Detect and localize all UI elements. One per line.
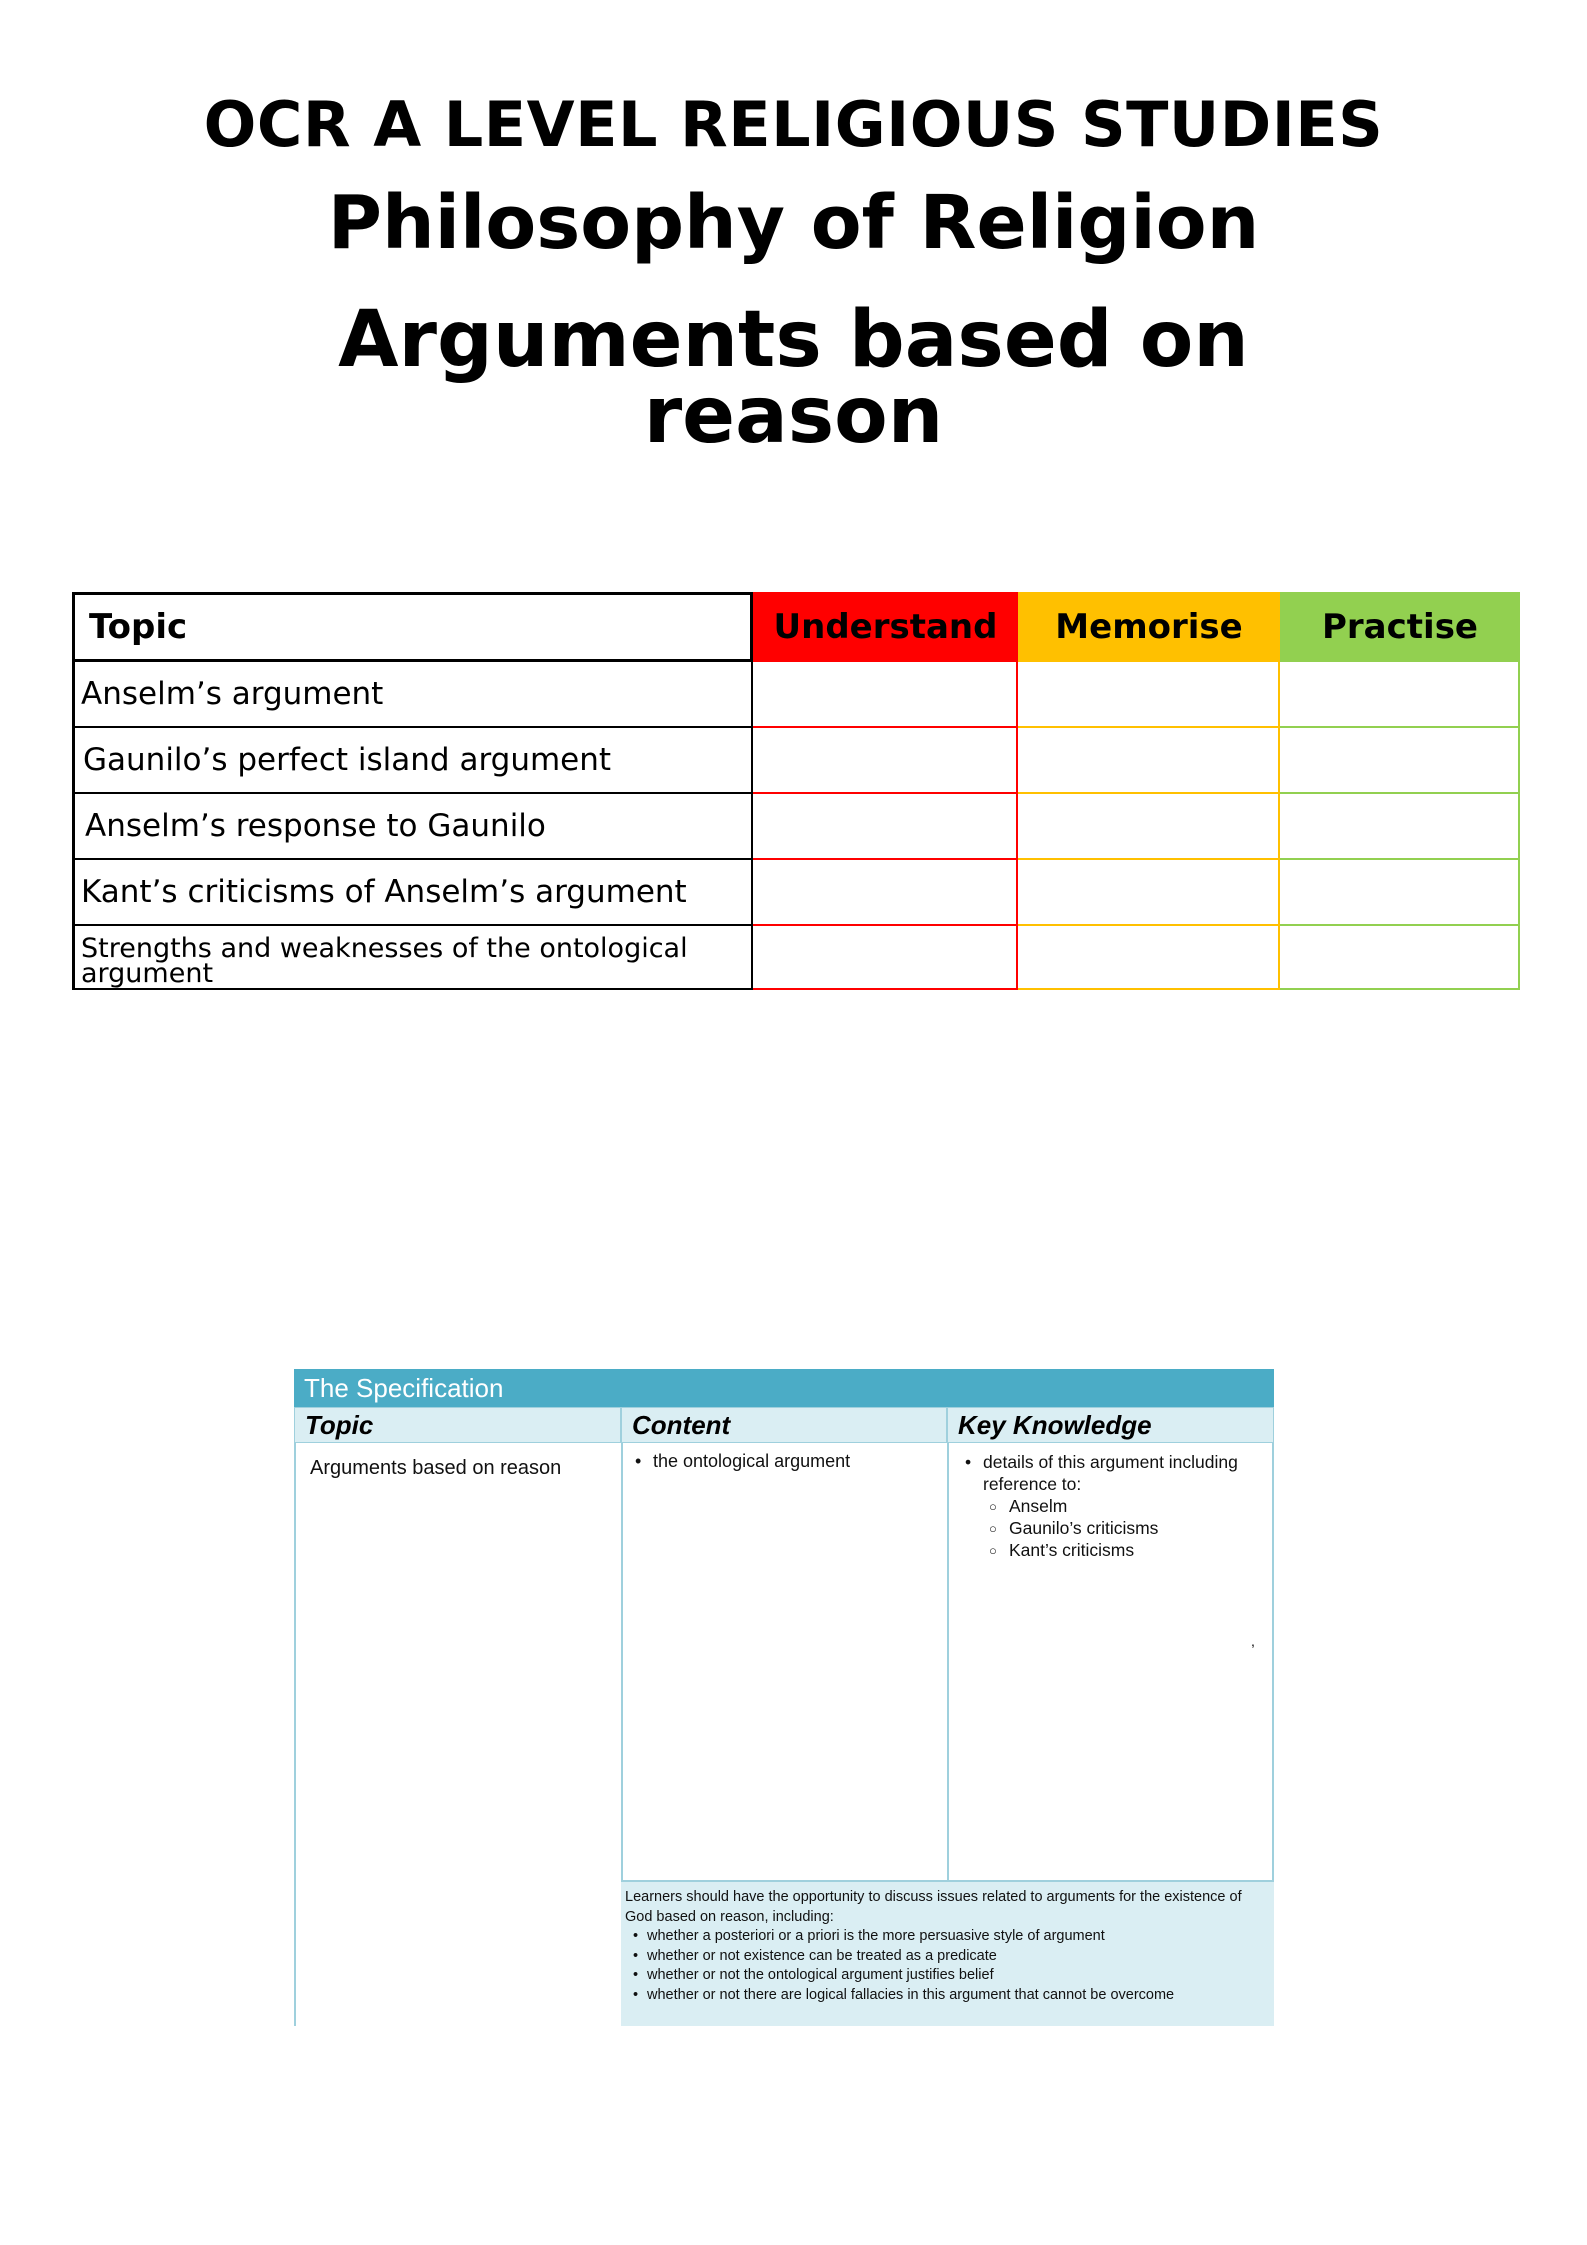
spec-topic-column bbox=[294, 1443, 621, 2026]
topic-title bbox=[0, 295, 1587, 461]
rag-header-topic: Topic bbox=[72, 592, 753, 662]
list-item: • whether or not existence can be treated as a predicate bbox=[625, 1947, 1270, 1967]
rag-cell-practise[interactable] bbox=[1280, 662, 1520, 728]
rag-row-topic: Gaunilo’s perfect island argument bbox=[72, 728, 753, 794]
learners-list bbox=[625, 1927, 1270, 2005]
topic-title-line1: Arguments based on bbox=[338, 295, 1249, 385]
spec-key-knowledge-column bbox=[947, 1443, 1274, 1880]
rag-cell-practise[interactable] bbox=[1280, 794, 1520, 860]
spec-content-list bbox=[623, 1443, 947, 1472]
spec-header-content: Content bbox=[621, 1407, 947, 1443]
spec-header-topic: Topic bbox=[294, 1407, 621, 1443]
specification-table bbox=[294, 1369, 1274, 2026]
rag-cell-memorise[interactable] bbox=[1018, 794, 1280, 860]
learners-note bbox=[621, 1880, 1274, 2026]
rag-cell-understand[interactable] bbox=[753, 662, 1018, 728]
list-subitem: ○ Anselm bbox=[963, 1495, 1252, 1517]
rag-cell-understand[interactable] bbox=[753, 728, 1018, 794]
rag-cell-understand[interactable] bbox=[753, 926, 1018, 990]
topic-title-line2: reason bbox=[643, 371, 944, 461]
rag-cell-memorise[interactable] bbox=[1018, 926, 1280, 990]
rag-cell-practise[interactable] bbox=[1280, 860, 1520, 926]
spec-content-column bbox=[621, 1443, 947, 1880]
list-item: • the ontological argument bbox=[633, 1451, 947, 1472]
rag-cell-memorise[interactable] bbox=[1018, 662, 1280, 728]
rag-row-topic: Strengths and weaknesses of the ontological argument bbox=[72, 926, 753, 990]
list-item: • details of this argument including reference to: bbox=[963, 1451, 1252, 1495]
rag-cell-understand[interactable] bbox=[753, 860, 1018, 926]
list-subitem: ○ Kant’s criticisms bbox=[963, 1539, 1252, 1561]
spec-topic-text: Arguments based on reason bbox=[310, 1457, 562, 1479]
rag-row-topic: Anselm’s response to Gaunilo bbox=[72, 794, 753, 860]
rag-table bbox=[72, 592, 1520, 990]
learners-intro: Learners should have the opportunity to discuss issues related to arguments for the existence of God based on reason, including: bbox=[625, 1889, 1242, 1925]
specification-title: The Specification bbox=[294, 1369, 1274, 1407]
spec-key-knowledge-list bbox=[949, 1443, 1272, 1561]
rag-row-topic: Kant’s criticisms of Anselm’s argument bbox=[72, 860, 753, 926]
list-item: • whether a posteriori or a priori is the more persuasive style of argument bbox=[625, 1927, 1270, 1947]
course-title: OCR A LEVEL RELIGIOUS STUDIES bbox=[203, 88, 1384, 161]
unit-title: Philosophy of Religion bbox=[327, 180, 1260, 266]
rag-cell-memorise[interactable] bbox=[1018, 860, 1280, 926]
rag-header-practise: Practise bbox=[1280, 592, 1520, 662]
list-subitem: ○ Gaunilo’s criticisms bbox=[963, 1517, 1252, 1539]
rag-header-memorise: Memorise bbox=[1018, 592, 1280, 662]
list-item: • whether or not the ontological argument justifies belief bbox=[625, 1966, 1270, 1986]
spec-header-key-knowledge: Key Knowledge bbox=[947, 1407, 1274, 1443]
rag-cell-practise[interactable] bbox=[1280, 728, 1520, 794]
stray-mark: , bbox=[1251, 1633, 1255, 1649]
rag-cell-memorise[interactable] bbox=[1018, 728, 1280, 794]
rag-row-topic: Anselm’s argument bbox=[72, 662, 753, 728]
rag-cell-understand[interactable] bbox=[753, 794, 1018, 860]
rag-cell-practise[interactable] bbox=[1280, 926, 1520, 990]
rag-header-understand: Understand bbox=[753, 592, 1018, 662]
list-item: • whether or not there are logical fallacies in this argument that cannot be overcome bbox=[625, 1986, 1270, 2006]
